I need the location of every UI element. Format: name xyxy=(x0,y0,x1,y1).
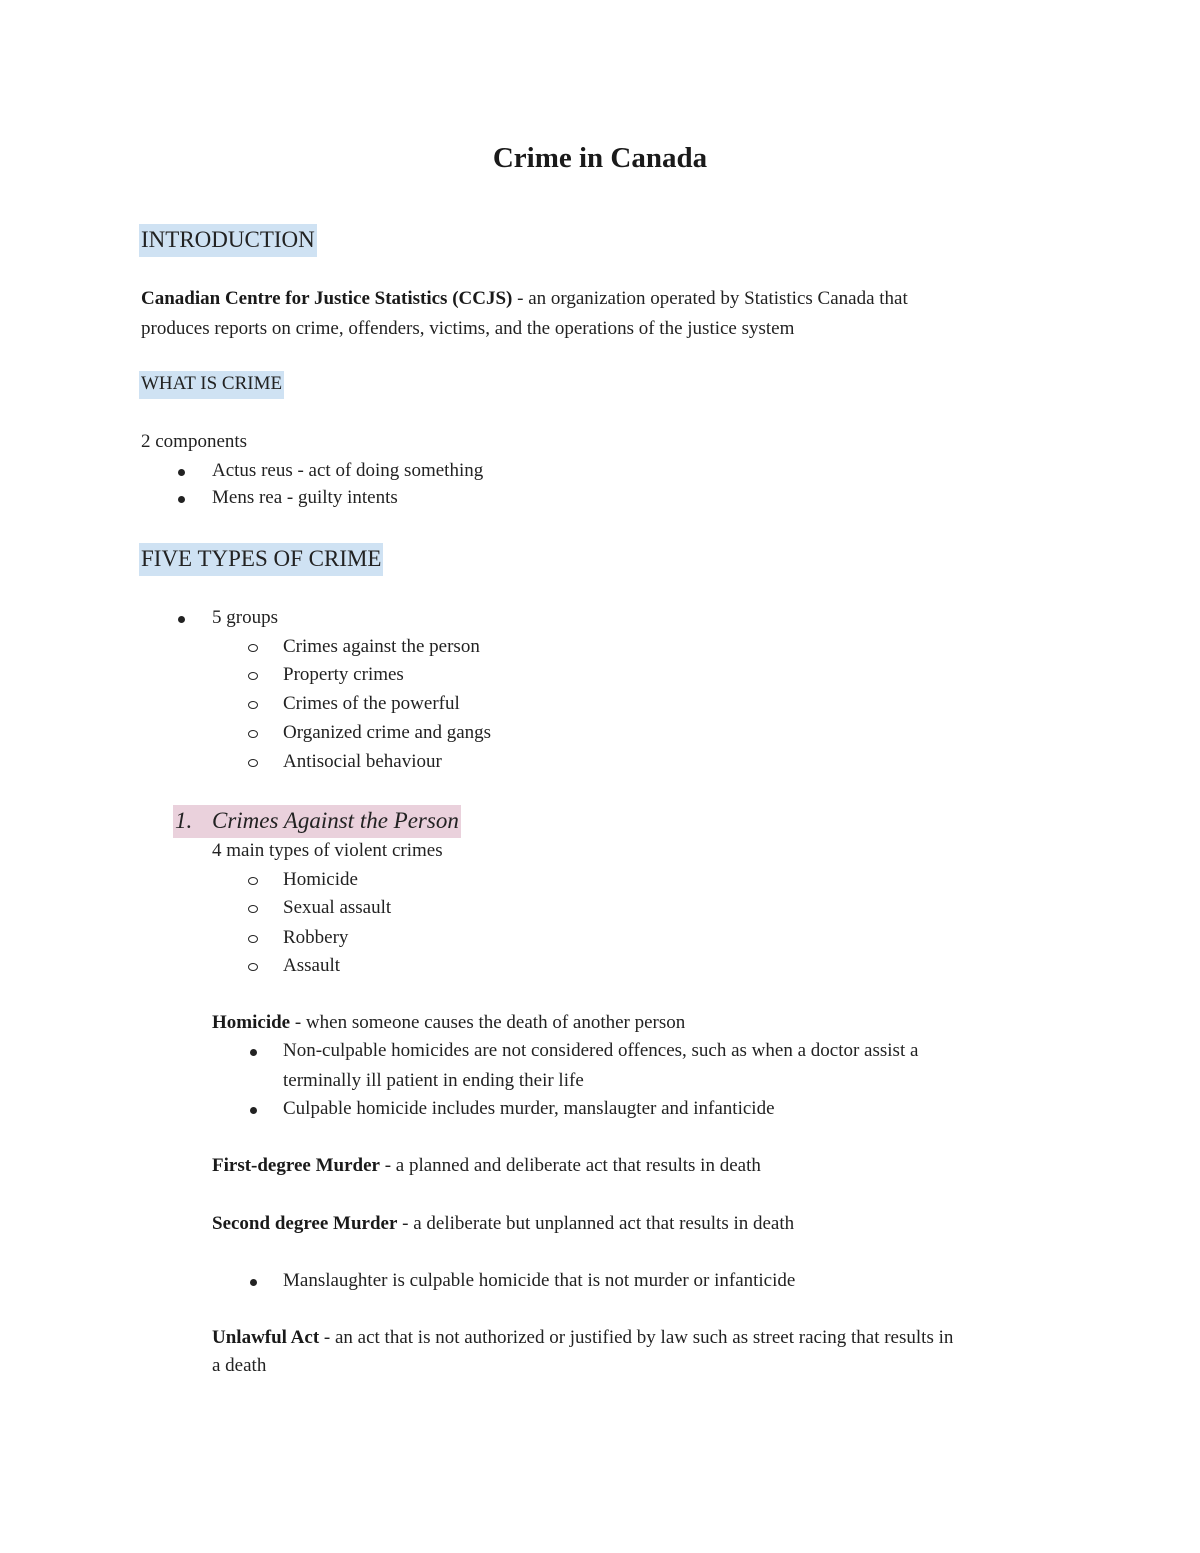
ccjs-definition-text: - an organization operated by Statistics Canada that xyxy=(512,288,908,309)
list-item-mens-rea: Mens rea - guilty intents xyxy=(212,487,398,508)
violent-type-item: Homicide xyxy=(283,869,358,890)
components-lead: 2 components xyxy=(141,431,248,452)
ccjs-definition-line1 xyxy=(141,288,908,311)
violent-type-item: Assault xyxy=(283,955,340,976)
ccjs-term: Canadian Centre for Justice Statistics (CCJS) xyxy=(141,288,513,309)
bullet-dot-icon xyxy=(178,616,185,623)
heading-number: 1. xyxy=(175,808,193,833)
homicide-point-2: Culpable homicide includes murder, manslaugter and infanticide xyxy=(283,1098,775,1119)
unlawful-act-term: Unlawful Act xyxy=(212,1327,320,1348)
unlawful-act-definition-line1 xyxy=(212,1327,953,1350)
document-title: Crime in Canada xyxy=(492,142,708,174)
bullet-circle-icon xyxy=(248,759,258,767)
homicide-point-1-line2: terminally ill patient in ending their life xyxy=(283,1070,584,1091)
bullet-circle-icon xyxy=(248,672,258,680)
bullet-circle-icon xyxy=(248,905,258,913)
heading-text: Crimes Against the Person xyxy=(212,808,459,833)
bullet-dot-icon xyxy=(250,1049,257,1056)
list-item-five-groups: 5 groups xyxy=(212,607,278,628)
manslaughter-point: Manslaughter is culpable homicide that is not murder or infanticide xyxy=(283,1270,796,1291)
group-item: Organized crime and gangs xyxy=(283,722,492,743)
list-item-actus-reus: Actus reus - act of doing something xyxy=(212,460,484,481)
homicide-point-1-line1: Non-culpable homicides are not considered offences, such as when a doctor assist a xyxy=(283,1040,919,1061)
group-item: Crimes of the powerful xyxy=(283,693,460,714)
bullet-dot-icon xyxy=(250,1107,257,1114)
group-item: Property crimes xyxy=(283,664,404,685)
second-degree-term: Second degree Murder xyxy=(212,1213,398,1234)
second-degree-text: - a deliberate but unplanned act that results in death xyxy=(397,1213,795,1234)
homicide-definition xyxy=(212,1012,685,1035)
violent-type-item: Sexual assault xyxy=(283,897,392,918)
bullet-circle-icon xyxy=(248,963,258,971)
bullet-circle-icon xyxy=(248,644,258,652)
heading-five-types: FIVE TYPES OF CRIME xyxy=(139,543,383,576)
bullet-circle-icon xyxy=(248,877,258,885)
bullet-dot-icon xyxy=(250,1279,257,1286)
second-degree-definition xyxy=(212,1213,794,1236)
bullet-dot-icon xyxy=(178,496,185,503)
ccjs-definition-line2: produces reports on crime, offenders, victims, and the operations of the justice system xyxy=(141,318,795,339)
unlawful-act-text: - an act that is not authorized or justified by law such as street racing that results in xyxy=(319,1327,954,1348)
heading-what-is-crime: WHAT IS CRIME xyxy=(139,371,284,399)
bullet-circle-icon xyxy=(248,701,258,709)
group-item: Antisocial behaviour xyxy=(283,751,442,772)
heading-introduction: INTRODUCTION xyxy=(139,224,317,257)
violent-type-item: Robbery xyxy=(283,927,349,948)
bullet-circle-icon xyxy=(248,935,258,943)
first-degree-definition xyxy=(212,1155,761,1178)
bullet-dot-icon xyxy=(178,469,185,476)
violent-crimes-lead: 4 main types of violent crimes xyxy=(212,840,443,861)
bullet-circle-icon xyxy=(248,730,258,738)
unlawful-act-definition-line2: a death xyxy=(212,1355,267,1376)
group-item: Crimes against the person xyxy=(283,636,480,657)
heading-crimes-against-person xyxy=(173,805,461,838)
homicide-term: Homicide xyxy=(212,1012,291,1033)
homicide-definition-text: - when someone causes the death of another person xyxy=(290,1012,686,1033)
first-degree-text: - a planned and deliberate act that results in death xyxy=(379,1155,761,1176)
first-degree-term: First-degree Murder xyxy=(212,1155,380,1176)
